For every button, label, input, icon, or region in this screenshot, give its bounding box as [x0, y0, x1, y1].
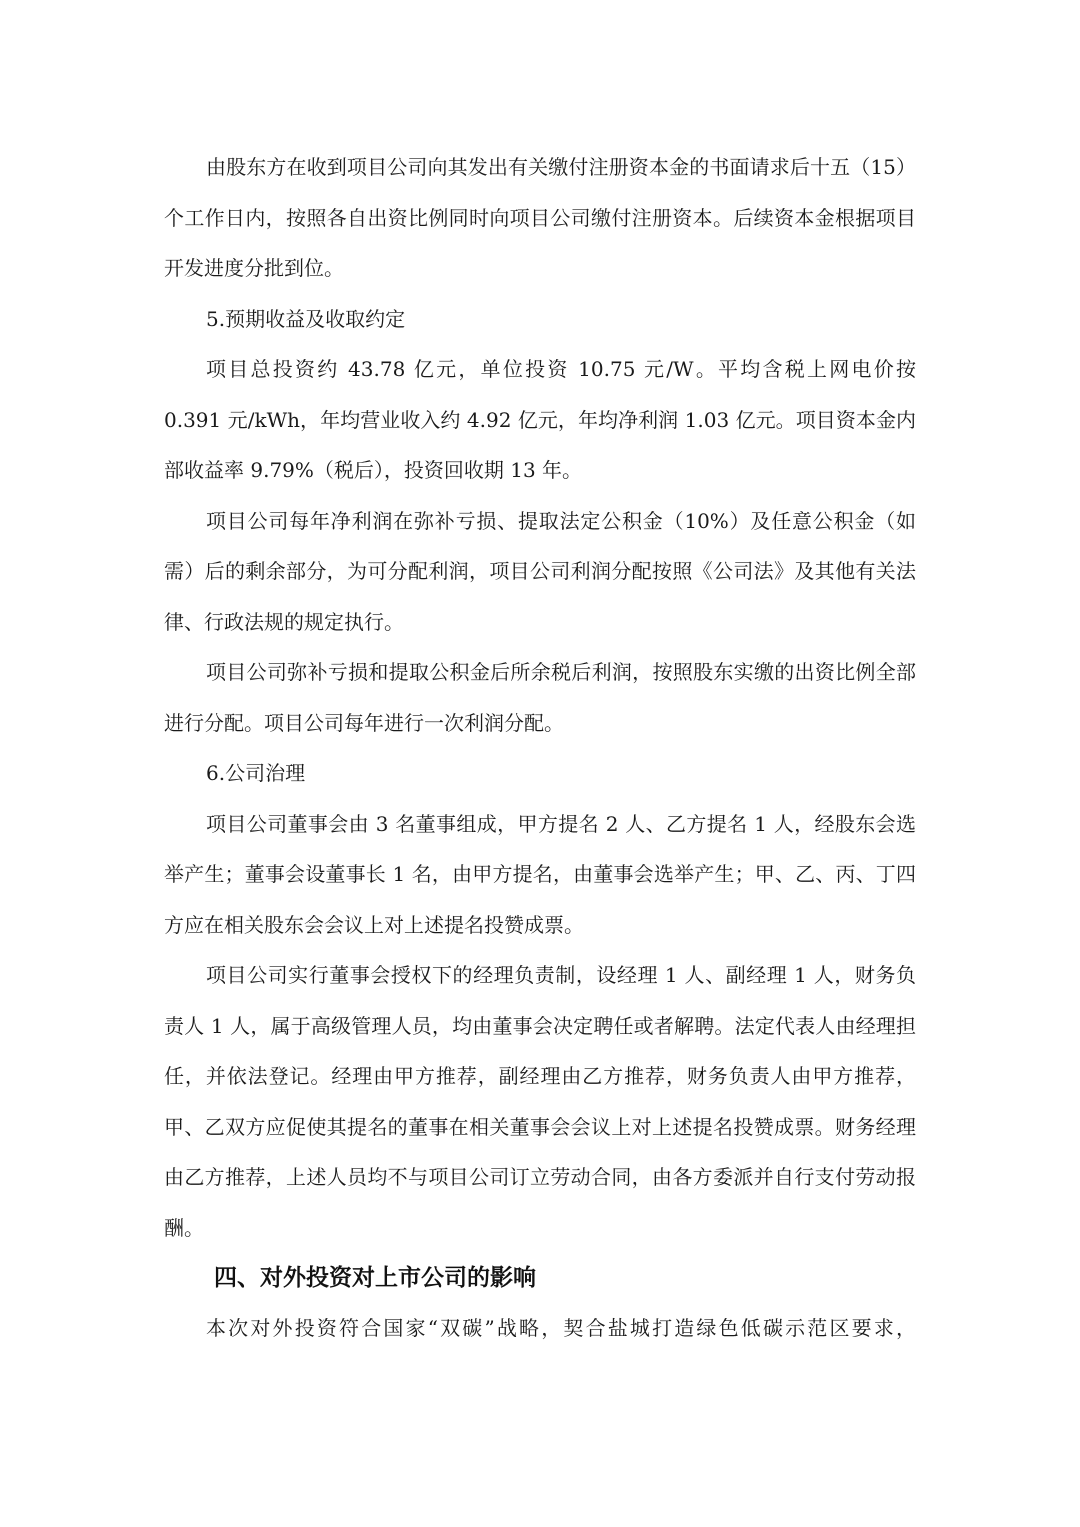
paragraph-investment-figures: 项目总投资约 43.78 亿元，单位投资 10.75 元/W。平均含税上网电价按 0.391 元/kWh，年均营业收入约 4.92 亿元，年均净利润 1.03 亿元。项目资本金内部收益率 9.79%（税后），投资回收期 13 年。: [164, 357, 916, 482]
paragraph-distributable-profit: 项目公司每年净利润在弥补亏损、提取法定公积金（10%）及任意公积金（如需）后的剩余部分，为可分配利润，项目公司利润分配按照《公司法》及其他有关法律、行政法规的规定执行。: [164, 508, 916, 634]
paragraph-board-composition: 项目公司董事会由 3 名董事组成，甲方提名 2 人、乙方提名 1 人，经股东会选举产生；董事会设董事长 1 名，由甲方提名，由董事会选举产生；甲、乙、丙、丁四方应在相关股东会会议上对上述提名投赞成票。: [164, 811, 916, 937]
paragraph-profit-distribution: 项目公司弥补亏损和提取公积金后所余税后利润，按照股东实缴的出资比例全部进行分配。项目公司每年进行一次利润分配。: [164, 660, 916, 735]
paragraph-impact-intro: 本次对外投资符合国家“双碳”战略，契合盐城打造绿色低碳示范区要求，: [206, 1316, 916, 1340]
paragraph-capital-contribution: 由股东方在收到项目公司向其发出有关缴付注册资本金的书面请求后十五（15）个工作日内，按照各自出资比例同时向项目公司缴付注册资本。后续资本金根据项目开发进度分批到位。: [164, 155, 916, 280]
paragraph-management-structure: 项目公司实行董事会授权下的经理负责制，设经理 1 人、副经理 1 人，财务负责人 1 人，属于高级管理人员，均由董事会决定聘任或者解聘。法定代表人由经理担任，并依法登记。经理由甲方推荐，副经理由乙方推荐，财务负责人由甲方推荐，甲、乙双方应促使其提名的董事在相关董事会会议上对上述提名投赞成票。财务经理由乙方推荐，上述人员均不与项目公司订立劳动合同，由各方委派并自行支付劳动报酬。: [164, 963, 916, 1240]
document-body: [164, 142, 916, 1354]
section-heading-expected-returns: 5.预期收益及收取约定: [206, 306, 406, 331]
section-heading-governance: 6.公司治理: [206, 761, 306, 785]
section-heading-impact: 四、对外投资对上市公司的影响: [214, 1265, 536, 1291]
